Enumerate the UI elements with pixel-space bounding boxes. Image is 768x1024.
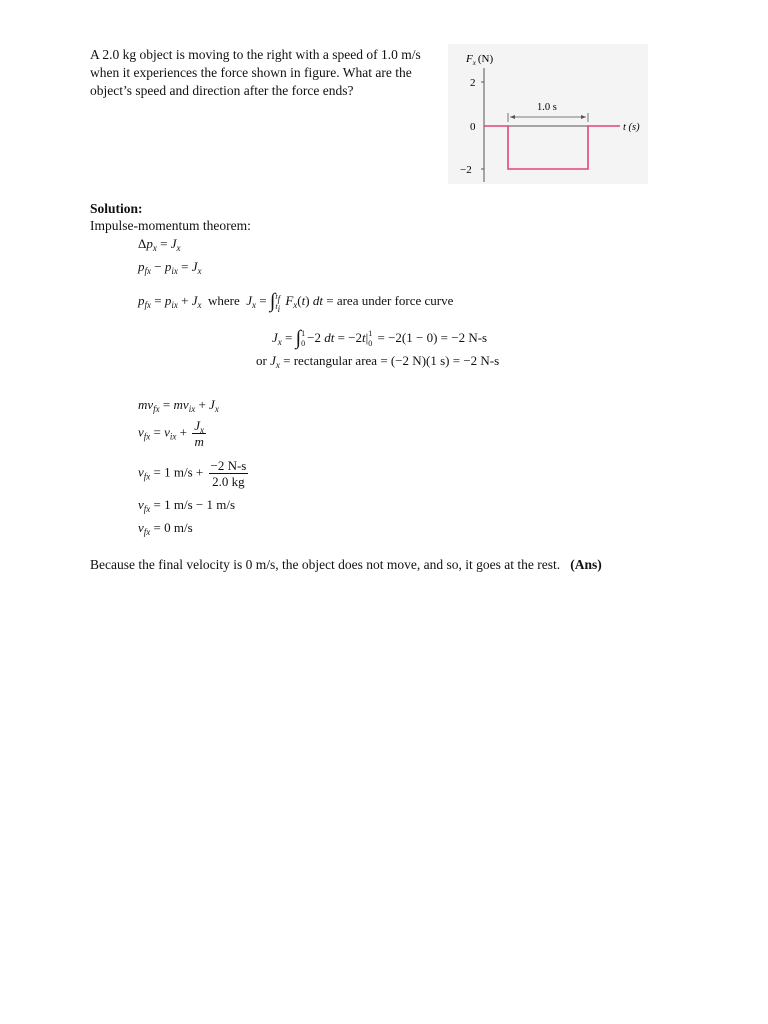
conclusion-text: Because the final velocity is 0 m/s, the object does not move, and so, it goes at the rest. [90,557,561,572]
force-pulse-line [484,126,620,169]
answer-label: (Ans) [570,557,602,572]
fraction-values [209,458,249,489]
frac-numerator: −2 N-s [210,458,247,473]
arrowhead-right [581,115,586,119]
integral-value: −2(1 − 0) = −2 N-s [388,330,488,345]
equation-vf-result: $v_{fx} = 0$ m/s [138,520,193,537]
where-word: where [207,293,240,308]
equation-vf-frac: $v_{fx} = v_{ix}$ + $\frac{J_x}{m}$ [138,418,205,449]
frac-denominator: 2.0 kg [212,474,245,489]
problem-statement [90,46,445,100]
equation-vf-substituted: $v_{fx} = 1$ m/s + $\frac{-2 N-s}{2.0 kg}$ [138,458,247,489]
equation-momentum: $mv_{fx} = mv_{ix} + J_x$ [138,397,219,414]
force-graph-svg [448,44,648,184]
theorem-title: Impulse-momentum theorem: [90,218,251,233]
eval-limits: 1 0 [368,329,373,349]
y-axis-label: $F_x$ (N) [466,53,494,67]
fraction-jx-m: $\frac{J_x}{m}$ [194,418,205,449]
integral-sign: ∫ [269,290,276,312]
arrowhead-left [510,115,515,119]
vf-step-value: 1 m/s − 1 m/s [164,497,236,512]
equation-integral: $J_x$ = ∫ 1 0 −2 dt = −2t| 1 0 = −2(1 − 0) = −2 N-s [272,327,488,349]
duration-label: 1.0 s [537,102,557,113]
equation-delta-p: $\Delta p_x = J_x$ [138,236,181,253]
or-word: or [256,353,267,368]
force-graph [448,44,648,184]
rect-area-text: rectangular area = (−2 N)(1 s) = −2 N-s [293,353,500,368]
problem-line-2: when it experiences the force shown in figure. What are the [90,65,412,80]
equation-pf-sum: $p_{fx} = p_{ix} + J_x$ where $J_x$ = ∫ $t_f$ $t_i$ $F_x(t)$ dt = area under force curve [138,290,454,315]
integral-sign-2: ∫ [295,327,302,349]
area-under-text: area under force curve [336,293,454,308]
equation-rect-area: or $J_x$ = rectangular area = (−2 N)(1 s) = −2 N-s [256,353,500,370]
problem-line-3: object’s speed and direction after the force ends? [90,83,354,98]
solution-heading: Solution: [90,201,143,216]
tick-label-neg2: −2 [460,164,472,176]
equation-vf-step: $v_{fx} = 1$ m/s − 1 m/s [138,497,236,514]
integral-limits-2: 1 0 [301,329,306,349]
tick-label-2: 2 [470,77,476,89]
problem-line-1: A 2.0 kg object is moving to the right with a speed of 1.0 m/s [90,47,421,62]
conclusion [90,557,602,573]
vi-value: 1 m/s + [164,464,204,480]
x-axis-label: t (s) [623,122,640,133]
vf-result-value: 0 m/s [164,520,193,535]
equation-pf-minus-pi: $p_{fx} - p_{ix} = J_x$ [138,259,202,276]
tick-label-0: 0 [470,121,476,133]
integral-limits: $t_f$ $t_i$ [275,292,281,315]
